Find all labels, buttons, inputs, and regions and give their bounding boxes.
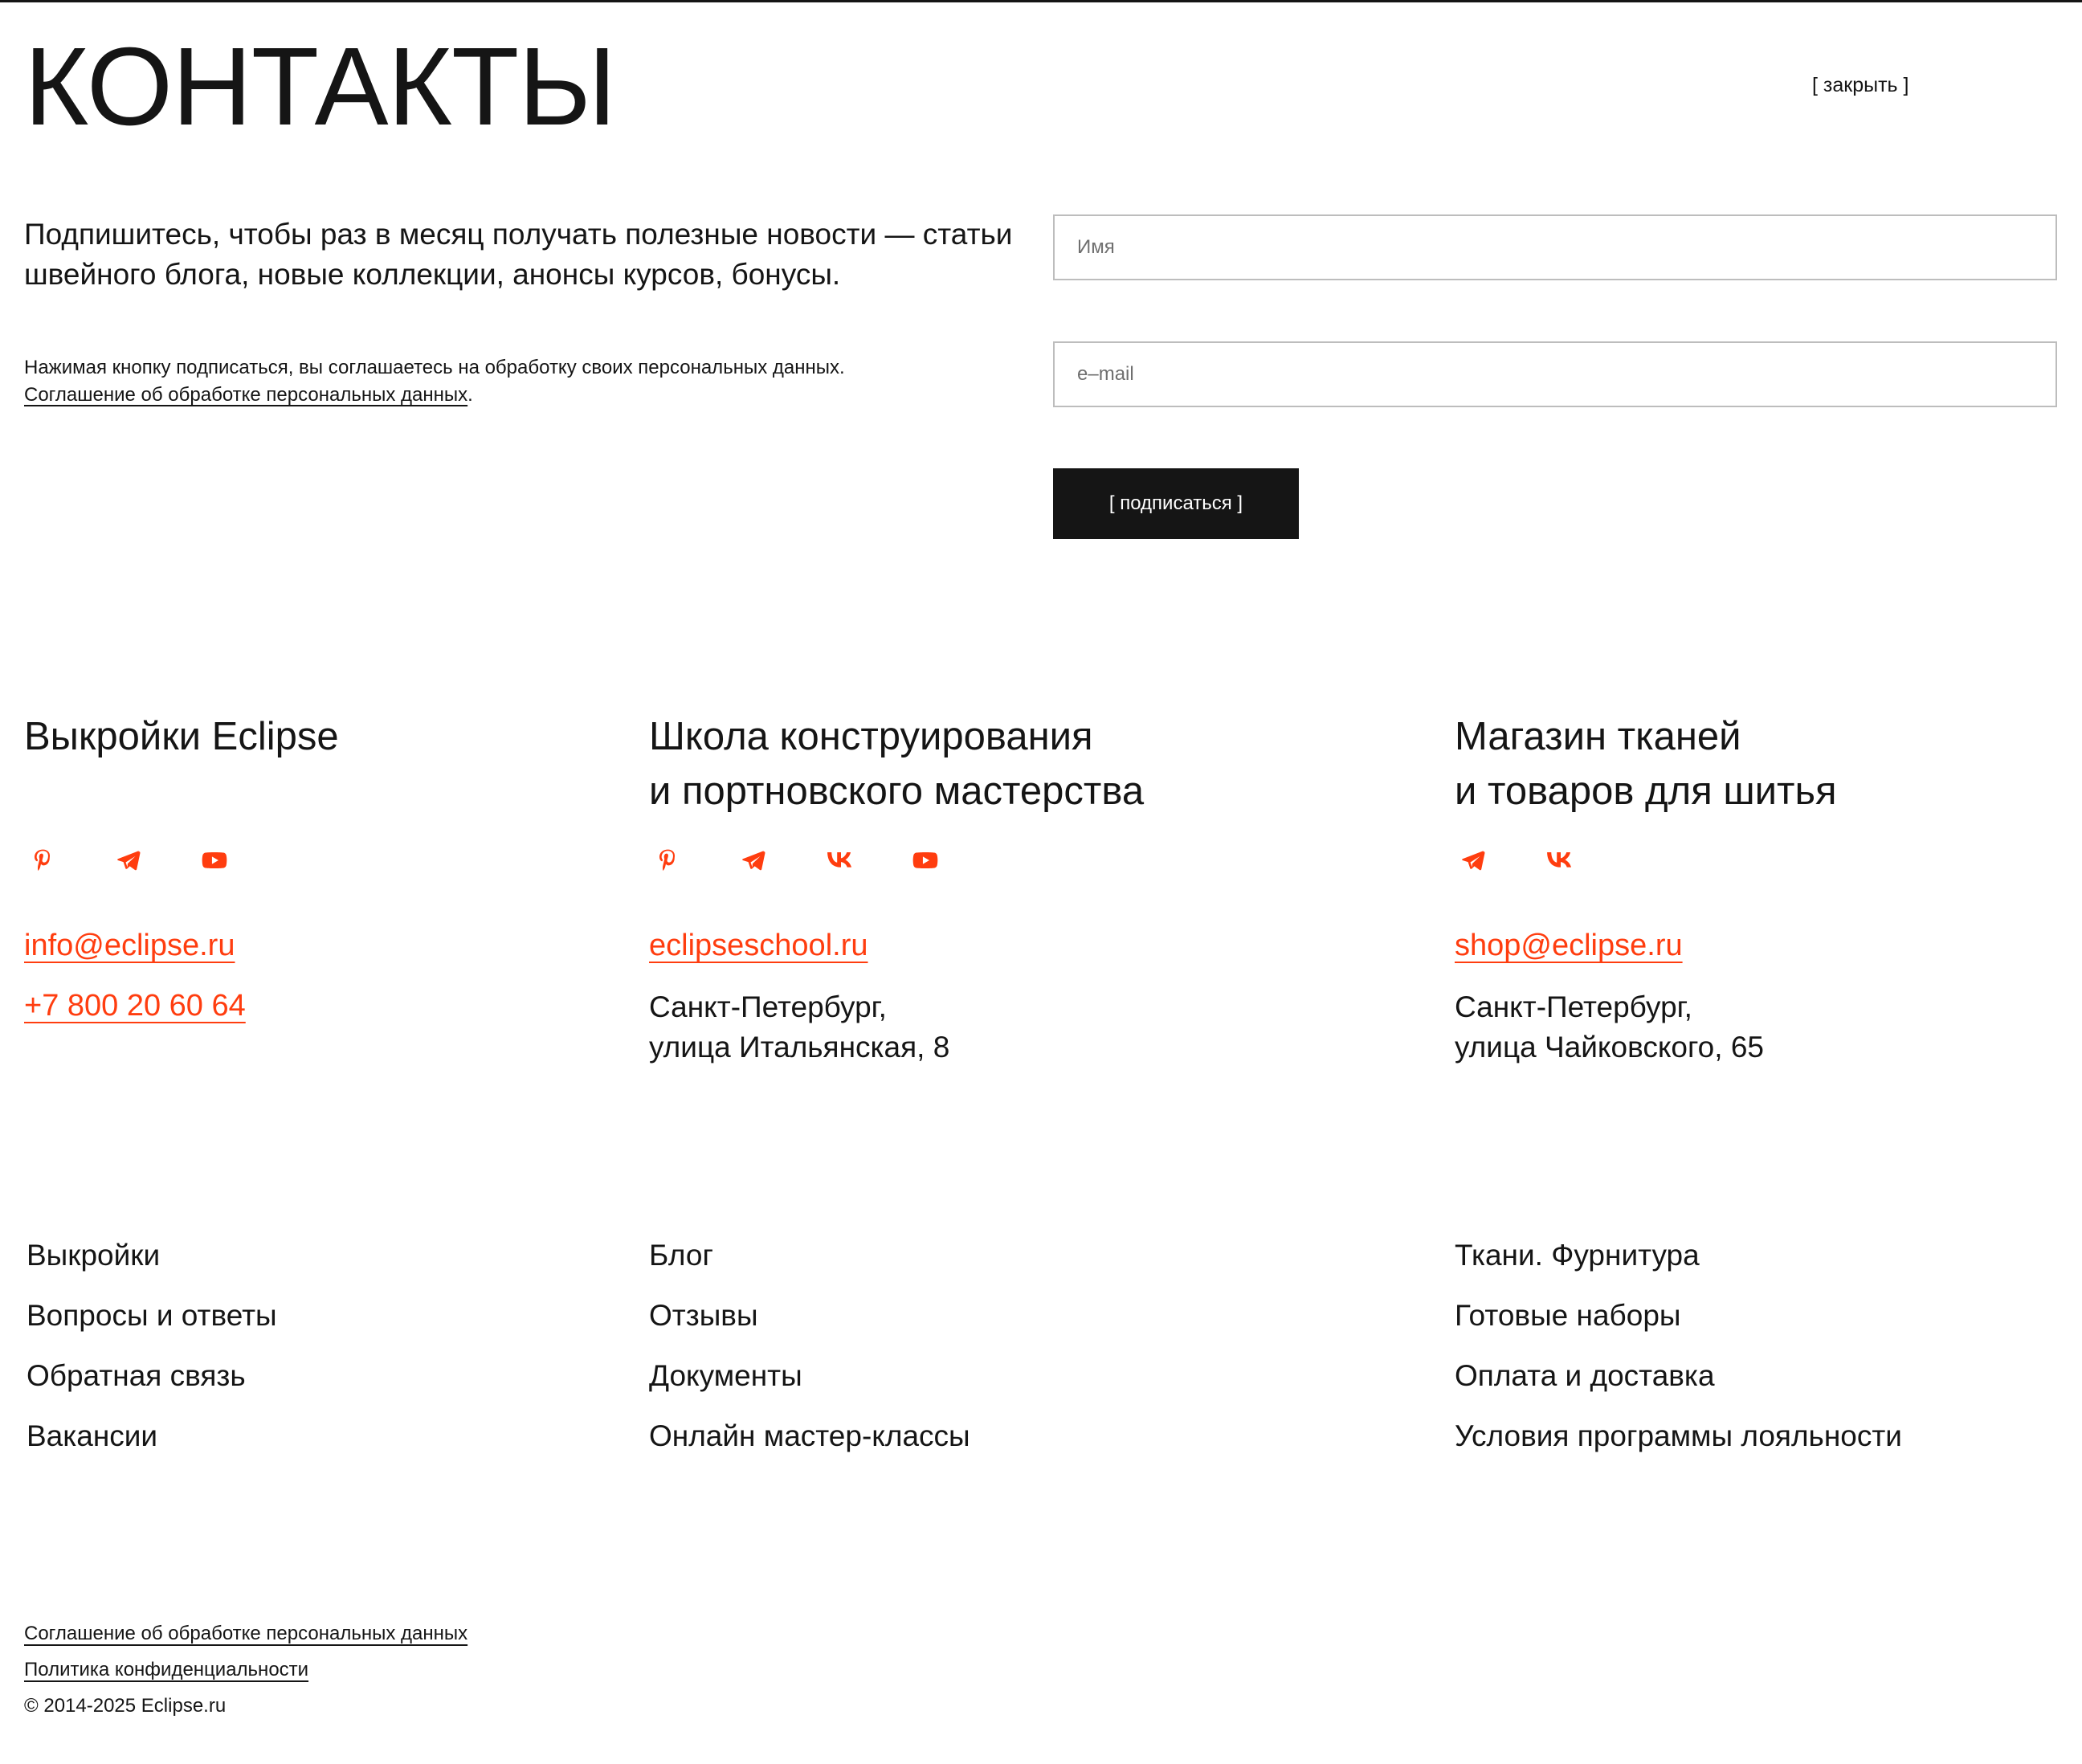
close-button[interactable]: [ закрыть ]: [1812, 74, 1909, 96]
school-address: [649, 987, 949, 1068]
vk-icon[interactable]: [822, 843, 857, 878]
menu-item-online-masterclasses[interactable]: Онлайн мастер-классы: [649, 1419, 970, 1452]
pinterest-icon[interactable]: [650, 843, 685, 878]
consent-dot: .: [467, 384, 473, 406]
pinterest-icon[interactable]: [25, 843, 60, 878]
shop-email-link[interactable]: shop@eclipse.ru: [1455, 929, 1683, 962]
footer-privacy-link[interactable]: Политика конфиденциальности: [24, 1659, 309, 1680]
shop-address: [1455, 987, 1764, 1068]
org-patterns-social: [25, 843, 232, 878]
telegram-icon[interactable]: [736, 843, 771, 878]
name-field-wrapper: [1053, 214, 2057, 280]
school-address-line1: Санкт-Петербург,: [649, 990, 887, 1023]
menu-column-1: [27, 1225, 277, 1466]
page-title: КОНТАКТЫ: [24, 25, 616, 149]
menu-item-faq[interactable]: Вопросы и ответы: [27, 1299, 277, 1332]
patterns-phone-link[interactable]: +7 800 20 60 64: [24, 989, 246, 1023]
school-site-link[interactable]: eclipseschool.ru: [649, 929, 868, 962]
name-input[interactable]: [1055, 216, 2055, 279]
subscribe-button[interactable]: [ подписаться ]: [1053, 468, 1299, 539]
org-patterns-title: Выкройки Eclipse: [24, 715, 339, 758]
menu-item-patterns[interactable]: Выкройки: [27, 1239, 161, 1272]
org-school-title-line1: Школа конструирования: [649, 715, 1093, 758]
menu-item-blog[interactable]: Блог: [649, 1239, 713, 1272]
menu-item-payment-delivery[interactable]: Оплата и доставка: [1455, 1359, 1715, 1392]
org-shop-title-line1: Магазин тканей: [1455, 715, 1741, 758]
vk-icon[interactable]: [1541, 843, 1577, 878]
patterns-email-link[interactable]: info@eclipse.ru: [24, 929, 235, 962]
email-input[interactable]: [1055, 343, 2055, 406]
org-shop-title: [1455, 709, 1837, 819]
menu-column-3: [1455, 1225, 1902, 1466]
footer-agreement-link[interactable]: Соглашение об обработке персональных данных: [24, 1623, 468, 1644]
menu-item-fabrics[interactable]: Ткани. Фурнитура: [1455, 1239, 1700, 1272]
youtube-icon[interactable]: [197, 843, 232, 878]
menu-item-vacancies[interactable]: Вакансии: [27, 1419, 158, 1452]
shop-address-line1: Санкт-Петербург,: [1455, 990, 1692, 1023]
org-school-title-line2: и портновского мастерства: [649, 770, 1145, 813]
menu-item-documents[interactable]: Документы: [649, 1359, 802, 1392]
org-shop-social: [1455, 843, 1577, 878]
org-shop-title-line2: и товаров для шитья: [1455, 770, 1837, 813]
org-school-social: [650, 843, 943, 878]
subscribe-description: Подпишитесь, чтобы раз в месяц получать полезные новости — статьи швейного блога, новые коллекции, анонсы курсов, бонусы.: [24, 218, 1013, 291]
menu-item-loyalty[interactable]: Условия программы лояльности: [1455, 1419, 1902, 1452]
menu-item-feedback[interactable]: Обратная связь: [27, 1359, 246, 1392]
consent-text: Нажимая кнопку подписаться, вы соглашаетесь на обработку своих персональных данных.: [24, 357, 845, 378]
email-field-wrapper: [1053, 341, 2057, 407]
shop-address-line2: улица Чайковского, 65: [1455, 1031, 1764, 1064]
school-address-line2: улица Итальянская, 8: [649, 1031, 950, 1064]
youtube-icon[interactable]: [908, 843, 943, 878]
copyright: © 2014-2025 Eclipse.ru: [24, 1695, 227, 1717]
org-school-title: [649, 709, 1144, 819]
menu-item-kits[interactable]: Готовые наборы: [1455, 1299, 1681, 1332]
consent-note: [24, 354, 1020, 409]
telegram-icon[interactable]: [111, 843, 146, 878]
footer: [24, 1615, 467, 1724]
telegram-icon[interactable]: [1455, 843, 1491, 878]
menu-column-2: [649, 1225, 970, 1466]
menu-item-reviews[interactable]: Отзывы: [649, 1299, 758, 1332]
consent-agreement-link[interactable]: Соглашение об обработке персональных данных: [24, 384, 468, 406]
